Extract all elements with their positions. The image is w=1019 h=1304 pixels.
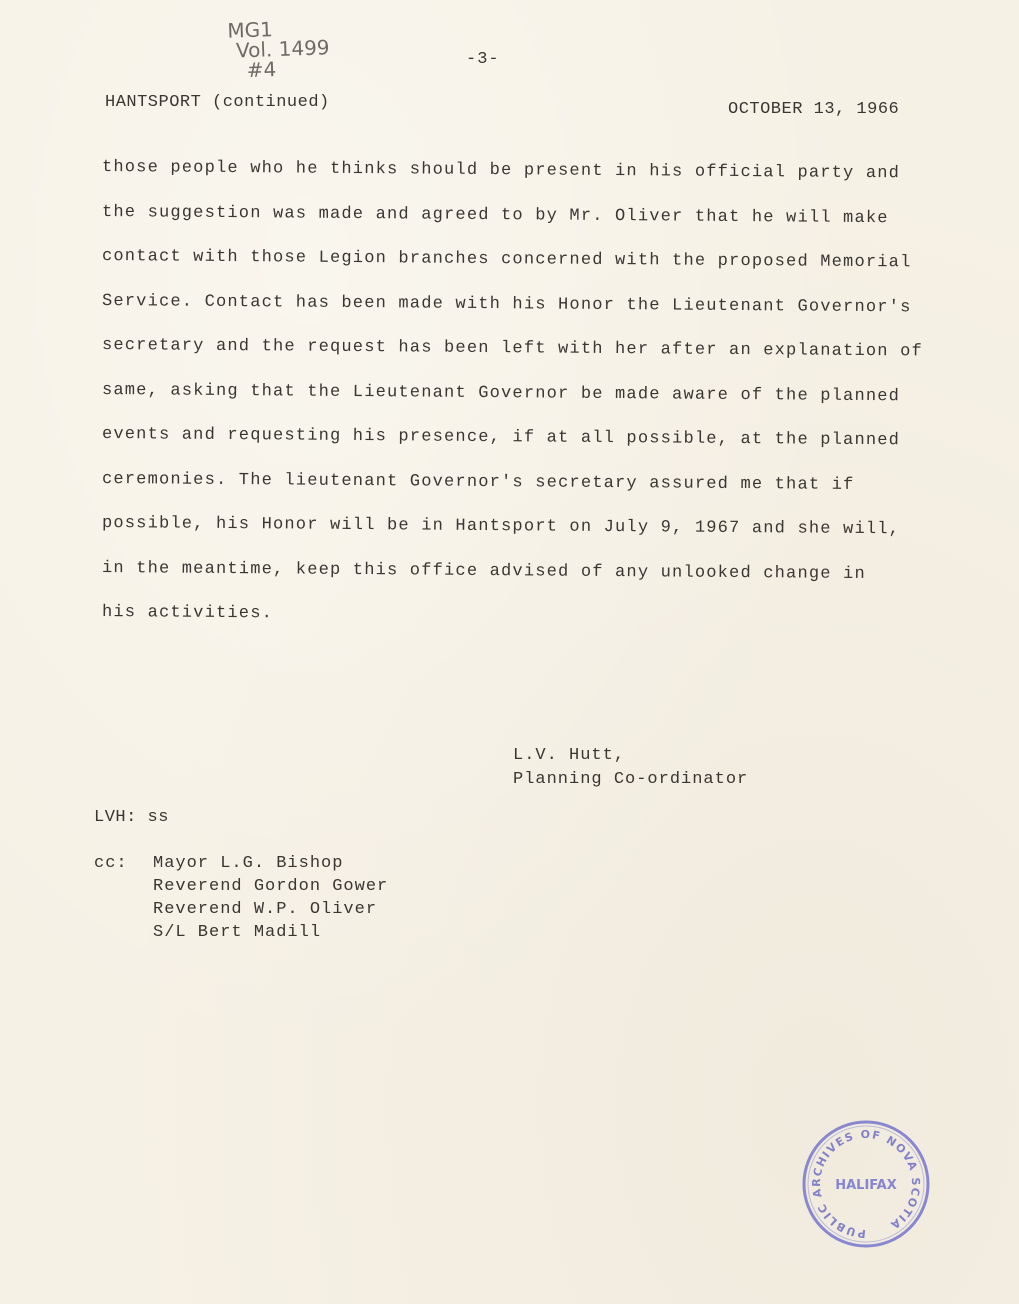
header-location: HANTSPORT (continued) bbox=[105, 93, 330, 112]
body-line: the suggestion was made and agreed to by Mr. Oliver that he will make bbox=[101, 202, 889, 228]
body-line: possible, his Honor will be in Hantsport on July 9, 1967 and she will, bbox=[101, 514, 901, 540]
cc-recipient: Mayor L.G. Bishop bbox=[153, 854, 344, 873]
page-number: -3- bbox=[466, 50, 500, 69]
body-line: those people who he thinks should be present in his official party and bbox=[101, 158, 901, 184]
stamp-ring-text: PUBLIC ARCHIVES OF NOVA SCOTIA bbox=[809, 1127, 923, 1241]
archive-reference-note bbox=[227, 16, 331, 82]
archive-note-line-2: Vol. 1499 bbox=[235, 35, 330, 63]
archives-stamp bbox=[796, 1112, 936, 1257]
cc-recipient: Reverend W.P. Oliver bbox=[153, 900, 378, 919]
signatory-title: Planning Co-ordinator bbox=[513, 770, 749, 789]
archive-note-line-1: MG1 bbox=[226, 17, 274, 43]
body-line: Service. Contact has been made with his Honor the Lieutenant Governor's bbox=[101, 291, 912, 317]
archives-stamp-graphic bbox=[796, 1112, 936, 1257]
signature-block bbox=[513, 744, 748, 792]
archive-note-line-3: #4 bbox=[246, 57, 277, 83]
body-line: contact with those Legion branches concerned with the proposed Memorial bbox=[101, 247, 912, 273]
signatory-name: L.V. Hutt, bbox=[513, 746, 626, 765]
body-line: his activities. bbox=[101, 603, 274, 624]
body-line: ceremonies. The lieutenant Governor's secretary assured me that if bbox=[101, 469, 855, 495]
typist-initials: LVH: ss bbox=[94, 808, 169, 827]
letter-body bbox=[102, 157, 982, 647]
header-date: OCTOBER 13, 1966 bbox=[728, 100, 900, 119]
body-line: secretary and the request has been left with her after an explanation of bbox=[101, 336, 923, 362]
cc-recipient: Reverend Gordon Gower bbox=[153, 877, 389, 896]
body-line: same, asking that the Lieutenant Governor be made aware of the planned bbox=[101, 380, 901, 406]
cc-recipient-list bbox=[153, 852, 388, 944]
cc-recipient: S/L Bert Madill bbox=[153, 923, 322, 942]
body-line: in the meantime, keep this office advised of any unlooked change in bbox=[101, 558, 866, 584]
cc-label: cc: bbox=[94, 854, 128, 873]
stamp-center-text: HALIFAX bbox=[835, 1178, 897, 1193]
body-line: events and requesting his presence, if at all possible, at the planned bbox=[101, 425, 901, 451]
